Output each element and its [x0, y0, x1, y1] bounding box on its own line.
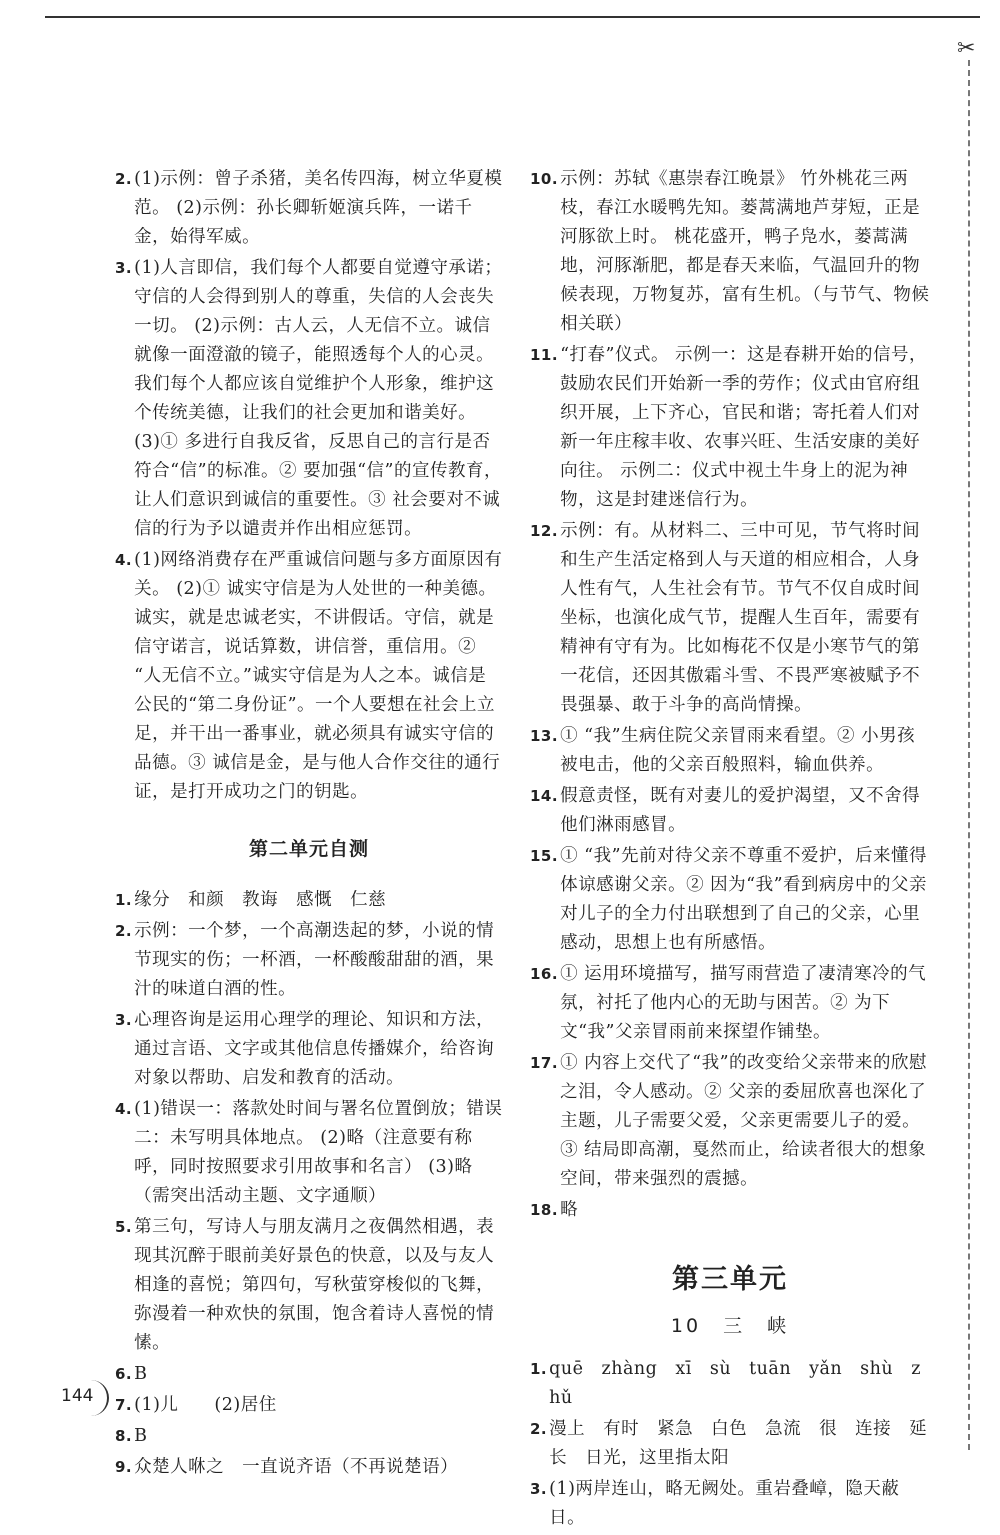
lesson-answers [530, 1355, 930, 1533]
answer-text: 心理咨询是运用心理学的理论、知识和方法，通过言语、文字或其他信息传播媒介，给咨询对象以帮助、启发和教育的活动。 [134, 1010, 495, 1088]
answer-text: 漫上 有时 紧急 白色 急流 很 连接 延长 日光，这里指太阳 [549, 1419, 928, 1468]
answer-number: 12. [530, 522, 559, 540]
left-column [115, 165, 503, 1484]
answer-item [530, 842, 930, 958]
answer-text: ① “我”生病住院父亲冒雨来看望。② 小男孩被电击，他的父亲百般照料，输血供养。 [560, 726, 916, 775]
answer-number: 3. [115, 1011, 133, 1029]
answer-number: 8. [115, 1427, 133, 1445]
answer-number: 2. [530, 1420, 548, 1438]
answer-text: 众楚人咻之 一直说齐语（不再说楚语） [134, 1457, 459, 1477]
answer-number: 11. [530, 346, 559, 364]
answer-number: 13. [530, 727, 559, 745]
answer-text: (1)两岸连山，略无阙处。重岩叠嶂，隐天蔽日。 [549, 1479, 900, 1528]
answer-text: 示例：苏轼《惠崇春江晚景》 竹外桃花三两枝，春江水暖鸭先知。蒌蒿满地芦芽短，正是河豚欲上时。 桃花盛开，鸭子凫水，蒌蒿满地，河豚渐肥，都是春天来临，气温回升的物候表现，万物复苏，富有生机。（与节气、物候相关联） [560, 169, 930, 334]
answer-text: quē zhàng xī sù tuān yǎn shù zhǔ [549, 1359, 921, 1408]
answer-item [115, 1422, 503, 1451]
answer-text: “打春”仪式。 示例一：这是春耕开始的信号，鼓励农民们开始新一季的劳作；仪式由官府组织开展，上下齐心，官民和谐；寄托着人们对新一年庄稼丰收、农事兴旺、生活安康的美好向往。 示例二：仪式中视土牛身上的泥为神物，这是封建迷信行为。 [560, 345, 928, 510]
answer-item [115, 917, 503, 1004]
answer-number: 14. [530, 787, 559, 805]
answer-number: 3. [530, 1480, 548, 1498]
unit-title: 第三单元 [672, 1264, 788, 1295]
answer-item [530, 1355, 930, 1413]
answer-text: (1)人言即信，我们每个人都要自觉遵守承诺；守信的人会得到别人的尊重，失信的人会丧失一切。 (2)示例：古人云，人无信不立。诚信就像一面澄澈的镜子，能照透每个人的心灵。我们每个人都应该自觉维护个人形象，维护这个传统美德，让我们的社会更加和谐美好。 (3)① 多进行自我反省，反思自己的言行是否符合“信”的标准。② 要加强“信”的宣传教育，让人们意识到诚信的重要性。③ 社会要对不诚信的行为予以谴责并作出相应惩罚。 [134, 258, 503, 539]
answer-text: (1)示例：曾子杀猪，美名传四海，树立华夏模范。 (2)示例：孙长卿斩姬演兵阵，一诺千金，始得军威。 [134, 169, 503, 247]
answer-item [115, 546, 503, 807]
answer-number: 16. [530, 965, 559, 983]
answer-text: ① 内容上交代了“我”的改变给父亲带来的欣慰之泪，令人感动。② 父亲的委屈欣喜也深化了主题，儿子需要父爱，父亲更需要儿子的爱。③ 结局即高潮，戛然而止，给读者很大的想象空间，带来强烈的震撼。 [560, 1053, 928, 1189]
answer-number: 7. [115, 1396, 133, 1414]
answer-number: 4. [115, 1100, 133, 1118]
answer-text: ① “我”先前对待父亲不尊重不爱护，后来懂得体谅感谢父亲。② 因为“我”看到病房中的父亲对儿子的全力付出联想到了自己的父亲，心里感动，思想上也有所感悟。 [560, 846, 928, 953]
answer-item [530, 165, 930, 339]
answer-text: 示例：一个梦，一个高潮迭起的梦，小说的情节现实的伤；一杯酒，一杯酸酸甜甜的酒，果汁的味道白酒的性。 [134, 921, 495, 999]
answer-text: 缘分 和颜 教诲 感慨 仁慈 [134, 890, 387, 910]
answer-number: 18. [530, 1201, 559, 1219]
unit-test-answers [115, 886, 503, 1482]
answer-number: 10. [530, 170, 559, 188]
answer-item [530, 960, 930, 1047]
page-number: 144 [61, 1386, 94, 1406]
answer-number: 1. [115, 891, 133, 909]
answer-text: (1)错误一：落款处时间与署名位置倒放；错误二：未写明具体地点。 (2)略（注意要有称呼，同时按照要求引用故事和名言） (3)略（需突出活动主题、文字通顺） [134, 1099, 503, 1206]
answer-item [115, 1453, 503, 1482]
answer-number: 2. [115, 170, 133, 188]
answer-item [530, 1049, 930, 1194]
answer-item [115, 165, 503, 252]
answer-item [115, 1360, 503, 1389]
answer-item [115, 1391, 503, 1420]
answer-item [530, 1415, 930, 1473]
answer-item [115, 1213, 503, 1358]
answer-number: 1. [530, 1360, 548, 1378]
answer-number: 2. [115, 922, 133, 940]
answer-text: B [134, 1426, 148, 1446]
cut-line [968, 60, 970, 1450]
answer-item [530, 517, 930, 720]
answer-text: 第三句，写诗人与朋友满月之夜偶然相遇，表现其沉醉于眼前美好景色的快意，以及与友人相逢的喜悦；第四句，写秋萤穿梭似的飞舞，弥漫着一种欢快的氛围，饱含着诗人喜悦的情愫。 [134, 1217, 495, 1353]
left-answers [115, 165, 503, 807]
section-heading: 第二单元自测 [248, 838, 369, 860]
answer-text: 略 [560, 1200, 579, 1220]
answer-item [115, 1095, 503, 1211]
answer-number: 6. [115, 1365, 133, 1383]
answer-item [530, 341, 930, 515]
answer-text: 示例：有。从材料二、三中可见，节气将时间和生产生活定格到人与天道的相应相合，人身人性有气，人生社会有节。节气不仅自成时间坐标，也演化成气节，提醒人生百年，需要有精神有守有为。比如梅花不仅是小寒节气的第一花信，还因其傲霜斗雪、不畏严寒被赋予不畏强暴、敢于斗争的高尚情操。 [560, 521, 921, 715]
answer-number: 17. [530, 1054, 559, 1072]
answer-number: 4. [115, 551, 133, 569]
answer-item [530, 782, 930, 840]
scissors-icon: ✂ [957, 36, 976, 61]
answer-text: (1)网络消费存在严重诚信问题与多方面原因有关。 (2)① 诚实守信是为人处世的一种美德。诚实，就是忠诚老实，不讲假话。守信，就是信守诺言，说话算数，讲信誉，重信用。② “人无信不立。”诚实守信是为人之本。诚信是公民的“第二身份证”。一个人要想在社会上立足，并干出一番事业，就必须具有诚实守信的品德。③ 诚信是金，是与他人合作交往的通行证，是打开成功之门的钥匙。 [134, 550, 503, 802]
answer-text: 假意责怪，既有对妻儿的爱护渴望，又不舍得他们淋雨感冒。 [560, 786, 921, 835]
answer-number: 5. [115, 1218, 133, 1236]
answer-number: 15. [530, 847, 559, 865]
answer-item [530, 722, 930, 780]
answer-text: ① 运用环境描写，描写雨营造了凄清寒冷的气氛，衬托了他内心的无助与困苦。② 为下文“我”父亲冒雨前来探望作铺垫。 [560, 964, 927, 1042]
answer-text: (1)儿 (2)居住 [134, 1395, 277, 1415]
right-column [530, 165, 930, 1535]
answer-item [115, 1006, 503, 1093]
answer-item [115, 254, 503, 544]
top-rule [45, 16, 980, 18]
right-answers [530, 165, 930, 1225]
answer-text: B [134, 1364, 148, 1384]
answer-item [530, 1196, 930, 1225]
lesson-title: 10 三 峡 [670, 1315, 790, 1337]
answer-item [530, 1475, 930, 1533]
answer-number: 3. [115, 259, 133, 277]
answer-number: 9. [115, 1458, 133, 1476]
answer-item [115, 886, 503, 915]
page-number-tab [55, 1380, 109, 1416]
